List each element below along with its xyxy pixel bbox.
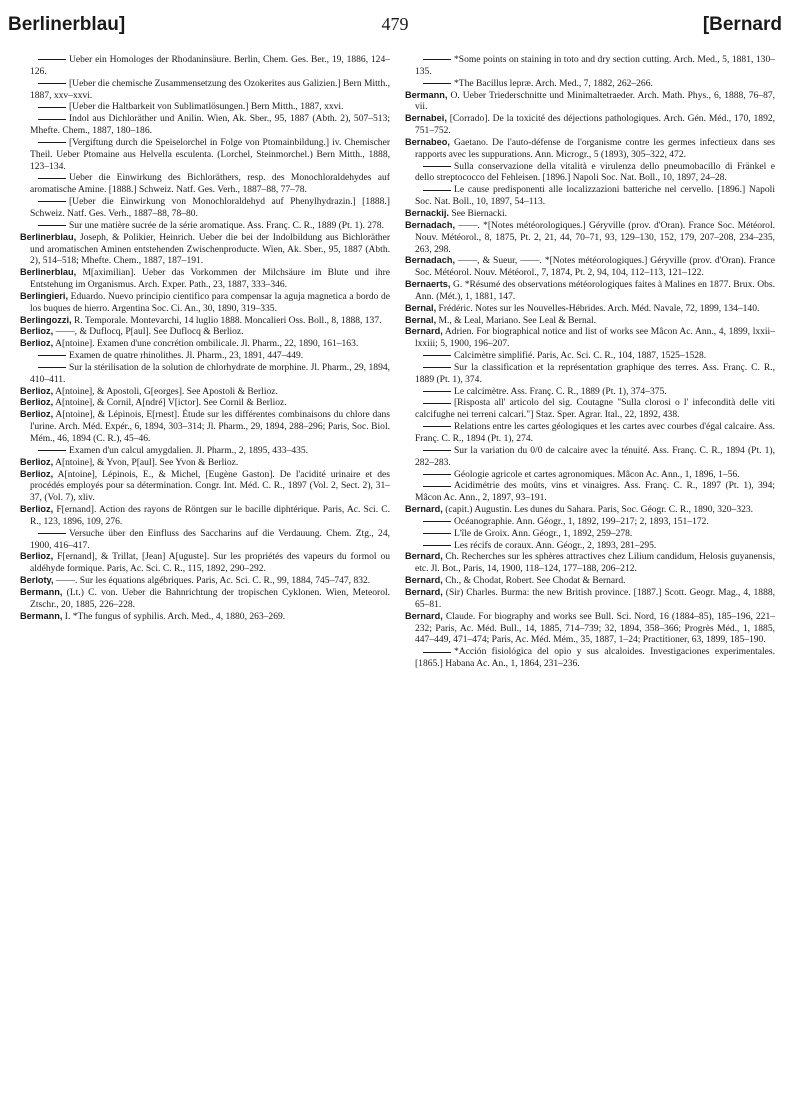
- entry-author: Berlioz,: [20, 326, 54, 337]
- entry-text: [Ueber die chemische Zusammensetzung des Ozokerites aus Galizien.] Bern Mitth., 1887, xxv–xxvi.: [30, 77, 390, 101]
- bibliography-entry: [20, 504, 390, 528]
- bibliography-entry: [20, 196, 390, 220]
- entry-author: Bernabeo,: [405, 136, 450, 147]
- entry-text: Ch., & Chodat, Robert. See Chodat & Bernard.: [445, 575, 626, 587]
- bibliography-entry: [405, 137, 775, 161]
- bibliography-entry: [20, 551, 390, 575]
- entry-text: L'île de Groix. Ann. Géogr., 1, 1892, 259–278.: [454, 527, 633, 539]
- bibliography-entry: [20, 409, 390, 445]
- entry-text: Frédéric. Notes sur les Nouvelles-Hébrides. Arch. Méd. Navale, 72, 1899, 134–140.: [438, 302, 760, 314]
- entry-text: I. *The fungus of syphilis. Arch. Med., 4, 1880, 263–269.: [64, 610, 286, 622]
- ditto-dash: [423, 190, 451, 191]
- header-left: Berlinerblau]: [8, 14, 126, 35]
- bibliography-entry: [405, 220, 775, 256]
- entry-text: A[ntoine], Lépinois, E., & Michel, [Eugène Gaston]. De l'acidité urinaire et des procédés employés pour sa détermination. Congr. Int. Méd. C. R., 1897 (Vol. 2, Sect. 2), 31–37, (Vol. 7), xliv.: [30, 468, 390, 504]
- bibliography-entry: [405, 184, 775, 208]
- entry-text: Le calcimètre. Ass. Franç. C. R., 1889 (Pt. 1), 374–375.: [454, 385, 667, 397]
- left-column: [20, 54, 390, 623]
- ditto-dash: [423, 486, 451, 487]
- entry-text: ——, & Sueur, ——. *[Notes météorologiques.] Géryville (prov. d'Oran). France Soc. Météorol. Nouv. Météorol., 7, 1874, Pt. 2, 94, 104, 112–113, 121–122.: [415, 255, 775, 279]
- bibliography-entry: [405, 516, 775, 528]
- entry-text: Ch. Recherches sur les sphères attractives chez Lilium candidum, Helosis guyanensis, etc. Jl. Bot., Paris, 14, 1900, 118–124, 177–188, 206–212.: [415, 551, 776, 575]
- entry-author: Bernard,: [405, 610, 443, 621]
- entry-text: [Risposta all' articolo del sig. Coutagne "Sulla clorosi o l' infecondità delle viti calcifughe nei terreni calcari."] Staz. Sper. Agrar. Ital., 22, 1892, 438.: [415, 397, 775, 421]
- entry-text: Océanographie. Ann. Géogr., 1, 1892, 199–217; 2, 1893, 151–172.: [454, 515, 709, 527]
- ditto-dash: [423, 166, 451, 167]
- entry-text: M[aximilian]. Ueber das Vorkommen der Milchsäure im Blute und ihre Entstehung im Organismus. Arch. Exper. Path., 23, 1887, 333–346.: [30, 267, 391, 291]
- entry-text: Sur la variation du 0/0 de calcaire avec la ténuité. Ass. Franç. C. R., 1894 (Pt. 1), 282–283.: [415, 444, 775, 468]
- bibliography-entry: [405, 611, 775, 647]
- bibliography-entry: [20, 587, 390, 611]
- ditto-dash: [38, 225, 66, 226]
- entry-author: Berlinerblau,: [20, 231, 77, 242]
- entry-author: Berlioz,: [20, 456, 54, 467]
- entry-text: Examen d'un calcul amygdalien. Jl. Pharm., 2, 1895, 433–435.: [69, 444, 309, 456]
- entry-text: M., & Leal, Mariano. See Leal & Bernal.: [438, 314, 597, 326]
- bibliography-entry: [20, 397, 390, 409]
- bibliography-entry: [20, 445, 390, 457]
- entry-author: Bernard,: [405, 326, 443, 337]
- ditto-dash: [38, 59, 66, 60]
- ditto-dash: [423, 391, 451, 392]
- entry-author: Bernadach,: [405, 219, 456, 230]
- ditto-dash: [38, 119, 66, 120]
- header-right: [Bernard: [702, 14, 782, 35]
- entry-text: Sur la classification et la représentation graphique des terres. Ass. Franç. C. R., 1889 (Pt. 1), 374.: [415, 361, 775, 385]
- bibliography-entry: [20, 113, 390, 137]
- bibliography-entry: [405, 78, 775, 90]
- entry-author: Berlioz,: [20, 551, 54, 562]
- bibliography-entry: [405, 551, 775, 575]
- bibliography-entry: [20, 291, 390, 315]
- entry-text: Gaetano. De l'auto-défense de l'organisme contre les germes infectieux dans ses rapports avec les suppurations. Ann. Microgr., 5 (1893), 305–322, 472.: [415, 136, 775, 160]
- bibliography-entry: [405, 315, 775, 327]
- entry-text: Sur la stérilisation de la solution de chlorhydrate de morphine. Jl. Pharm., 29, 1894, 410–411.: [30, 361, 390, 385]
- running-header: [8, 14, 782, 44]
- ditto-dash: [423, 450, 451, 451]
- bibliography-entry: [20, 78, 390, 102]
- ditto-dash: [38, 355, 66, 356]
- entry-text: Calcimètre simplifié. Paris, Ac. Sci. C. R., 104, 1887, 1525–1528.: [454, 350, 707, 362]
- bibliography-entry: [20, 326, 390, 338]
- bibliography-entry: [20, 54, 390, 78]
- ditto-dash: [423, 426, 451, 427]
- bibliography-entry: [20, 338, 390, 350]
- ditto-dash: [38, 107, 66, 108]
- entry-text: Ueber ein Homologes der Rhodaninsäure. Berlin, Chem. Ges. Ber., 19, 1886, 124–126.: [30, 54, 390, 77]
- bibliography-entry: [405, 303, 775, 315]
- entry-text: [Ueber die Einwirkung von Monochloraldehyd auf Phenylhydrazin.] [1888.] Schweiz. Natf. Ges. Verh., 1887–88, 78–80.: [30, 196, 390, 219]
- entry-text: Eduardo. Nuevo principio cientifico para compensar la aguja magnetica a bordo de los buques de hierro. Argentina Soc. Ci. An., 30, 1890, 319–335.: [30, 290, 391, 314]
- entry-text: A[ntoine], & Cornil, A[ndré] V[ictor]. See Cornil & Berlioz.: [55, 397, 287, 409]
- bibliography-entry: [20, 362, 390, 386]
- entry-text: ——. *[Notes météorologiques.] Géryville (prov. d'Oran). France Soc. Météorol. Nouv. Météorol., 8, 1875, Pt. 2, 21, 44, 70–71, 93, 129–130, 152, 179, 207–208, 234–235, 263, 298.: [415, 219, 775, 255]
- entry-text: Acidimétrie des moûts, vins et vinaigres. Ass. Franç. C. R., 1897 (Pt. 1), 394; Mâcon Ac. Ann., 2, 1897, 93–191.: [415, 480, 775, 504]
- entry-author: Bernal,: [405, 314, 437, 325]
- entry-author: Berlingozzi,: [20, 314, 72, 325]
- entry-text: Sur une matière sucrée de la série aromatique. Ass. Franç. C. R., 1889 (Pt. 1). 278.: [69, 219, 384, 231]
- bibliography-entry: [405, 326, 775, 350]
- ditto-dash: [38, 450, 66, 451]
- entry-author: Berlinerblau,: [20, 267, 77, 278]
- entry-text: Versuche über den Einfluss des Saccharins auf die Verdauung. Chem. Ztg., 24, 1900, 416–417.: [30, 527, 390, 551]
- bibliography-entry: [405, 445, 775, 469]
- entry-text: F[ernand], & Trillat, [Jean] A[uguste]. Sur les propriétés des vapeurs du formol ou aldéhyde formique. Paris, Ac. Sci. C. R., 115, 1892, 290–292.: [30, 551, 390, 575]
- bibliography-entry: [405, 255, 775, 279]
- entry-text: A[ntoine], & Lépinois, E[rnest]. Étude sur les différentes combinaisons du chlore dans l'urine. Arch. Méd. Expér., 6, 1894, 303–314; Jl. Pharm., 29, 1894, 288–296; Paris, Soc. Biol. Mém., 46, 1894 (C. R.), 45–46.: [30, 409, 390, 444]
- entry-text: Adrien. For biographical notice and list of works see Mâcon Ac. Ann., 4, 1899, lxxii–lxxiii; 5, 1900, 196–207.: [415, 326, 775, 350]
- bibliography-entry: [405, 161, 775, 185]
- entry-text: F[ernand]. Action des rayons de Röntgen sur le bacille diphtérique. Paris, Ac. Sci. C. R., 123, 1896, 109, 276.: [30, 504, 390, 527]
- bibliography-entry: [405, 480, 775, 504]
- entry-author: Berloty,: [20, 575, 54, 586]
- bibliography-entry: [20, 137, 390, 173]
- entry-author: Bernadach,: [405, 255, 456, 266]
- entry-text: *Acción fisiológica del opio y sus alcaloides. Investigaciones experimentales. [1865.] Habana Ac. An., 1, 1864, 231–236.: [415, 646, 775, 670]
- entry-author: Bernard,: [405, 586, 443, 597]
- entry-text: [Ueber die Haltbarkeit von Sublimatlösungen.] Bern Mitth., 1887, xxvi.: [69, 101, 344, 113]
- bibliography-entry: [405, 90, 775, 114]
- bibliography-entry: [20, 315, 390, 327]
- bibliography-entry: [20, 220, 390, 232]
- entry-text: A[ntoine]. Examen d'une concrétion ombilicale. Jl. Pharm., 22, 1890, 161–163.: [55, 338, 359, 350]
- entry-text: Examen de quatre rhinolithes. Jl. Pharm., 23, 1891, 447–449.: [69, 350, 304, 362]
- ditto-dash: [423, 652, 451, 653]
- entry-text: Indol aus Dichloräther und Anilin. Wien, Ak. Sber., 95, 1887 (Abth. 2), 507–513; Mhefte. Chem., 1887, 180–186.: [30, 113, 390, 137]
- bibliography-entry: [405, 362, 775, 386]
- entry-text: A[ntoine], & Yvon, P[aul]. See Yvon & Berlioz.: [55, 456, 239, 468]
- ditto-dash: [38, 201, 66, 202]
- entry-author: Berlioz,: [20, 468, 54, 479]
- bibliography-entry: [20, 611, 390, 623]
- ditto-dash: [423, 533, 451, 534]
- bibliography-entry: [405, 397, 775, 421]
- entry-author: Bernard,: [405, 575, 443, 586]
- entry-author: Bernaerts,: [405, 279, 451, 290]
- bibliography-entry: [20, 386, 390, 398]
- entry-author: Bermann,: [20, 586, 63, 597]
- entry-text: Joseph, & Polikier, Heinrich. Ueber die bei der Indolbildung aus Bichloräther und aromatischen Aminen entstehenden Zwischenproducte. Wien, Ak. Sber., 95, 1887 (Abth. 2), 514–518; Mhefte. Chem., 1887, 187–191.: [30, 231, 390, 267]
- bibliography-entry: [20, 350, 390, 362]
- ditto-dash: [38, 367, 66, 368]
- entry-text: (Sir) Charles. Burma: the new British province. [1887.] Scott. Geogr. Mag., 4, 1888, 65–81.: [415, 586, 776, 610]
- bibliography-entry: [405, 350, 775, 362]
- entry-text: Les récifs de coraux. Ann. Géogr., 2, 1893, 281–295.: [454, 539, 657, 551]
- entry-author: Bernabei,: [405, 113, 447, 124]
- bibliography-entry: [405, 469, 775, 481]
- entry-author: Berlioz,: [20, 409, 54, 420]
- ditto-dash: [423, 59, 451, 60]
- entry-text: G. *Résumé des observations météorologiques faites à Malines en 1877. Brux. Obs. Ann. (Mét.), 1, 1881, 147.: [415, 279, 775, 302]
- entry-author: Berlioz,: [20, 504, 54, 515]
- bibliography-entry: [405, 540, 775, 552]
- ditto-dash: [423, 521, 451, 522]
- entry-author: Berlioz,: [20, 338, 54, 349]
- entry-text: [Corrado]. De la toxicité des déjections pathologiques. Arch. Gén. Méd., 170, 1892, 751–752.: [415, 113, 776, 137]
- entry-text: A[ntoine], & Apostoli, G[eorges]. See Apostoli & Berlioz.: [55, 385, 278, 397]
- ditto-dash: [423, 83, 451, 84]
- entry-author: Bernal,: [405, 302, 437, 313]
- entry-text: *The Bacillus lepræ. Arch. Med., 7, 1882, 262–266.: [454, 77, 653, 89]
- ditto-dash: [423, 403, 451, 404]
- bibliography-entry: [405, 386, 775, 398]
- bibliography-entry: [20, 469, 390, 505]
- bibliography-entry: [405, 279, 775, 303]
- bibliography-entry: [20, 457, 390, 469]
- bibliography-entry: [20, 575, 390, 587]
- entry-text: Le cause predisponenti alle localizzazioni batteriche nel cervello. [1896.] Napoli Soc. Nat. Boll., 10, 1897, 54–113.: [415, 184, 775, 208]
- ditto-dash: [423, 355, 451, 356]
- bibliography-entry: [405, 646, 775, 670]
- bibliography-entry: [20, 172, 390, 196]
- bibliography-entry: [405, 421, 775, 445]
- right-column: [405, 54, 775, 670]
- bibliography-entry: [405, 208, 775, 220]
- ditto-dash: [38, 142, 66, 143]
- entry-text: Claude. For biography and works see Bull. Sci. Nord, 16 (1884–85), 185–196, 221–232; Paris, Ac. Méd. Bull., 14, 1885, 714–739; 32, 1894, 358–366; Progrès Méd., 1, 1885, 447–449, 471–474; Paris, Ac. Méd. Mém., 35, 1887, 1–24; Practitioner, 63, 1899, 185–190.: [415, 610, 775, 646]
- ditto-dash: [38, 178, 66, 179]
- bibliography-entry: [405, 54, 775, 78]
- entry-text: (Lt.) C. von. Ueber die Bahnrichtung der tropischen Cyklonen. Wien, Meteorol. Ztschr., 20, 1885, 226–228.: [30, 586, 391, 610]
- ditto-dash: [38, 83, 66, 84]
- bibliography-entry: [405, 587, 775, 611]
- bibliography-entry: [20, 528, 390, 552]
- entry-author: Bernard,: [405, 551, 443, 562]
- entry-text: (capit.) Augustin. Les dunes du Sahara. Paris, Soc. Géogr. C. R., 1890, 320–323.: [445, 504, 754, 516]
- entry-author: Bernard,: [405, 504, 443, 515]
- ditto-dash: [423, 545, 451, 546]
- bibliography-entry: [20, 101, 390, 113]
- bibliography-entry: [405, 528, 775, 540]
- ditto-dash: [423, 474, 451, 475]
- ditto-dash: [38, 533, 66, 534]
- entry-text: O. Ueber Triederschnitte und Minimaltetraeder. Arch. Math. Phys., 6, 1888, 76–87, vii.: [415, 89, 776, 113]
- entry-text: ——, & Duflocq, P[aul]. See Duflocq & Berlioz.: [55, 326, 244, 338]
- bibliography-entry: [405, 113, 775, 137]
- entry-author: Bermann,: [20, 610, 63, 621]
- bibliography-entry: [20, 267, 390, 291]
- ditto-dash: [423, 367, 451, 368]
- entry-text: Géologie agricole et cartes agronomiques. Mâcon Ac. Ann., 1, 1896, 1–56.: [454, 468, 740, 480]
- entry-author: Bernackij.: [405, 207, 449, 218]
- entry-text: ——. Sur les équations algébriques. Paris, Ac. Sci. C. R., 99, 1884, 745–747, 832.: [55, 575, 371, 587]
- bibliography-entry: [405, 504, 775, 516]
- entry-text: Ueber die Einwirkung des Bichloräthers, resp. des Monochloraldehydes auf aromatische Amine. [1888.] Schweiz. Natf. Ges. Verh., 1887–88, 77–78.: [30, 172, 390, 196]
- entry-author: Bermann,: [405, 89, 448, 100]
- entry-author: Berlingieri,: [20, 290, 68, 301]
- entry-text: R. Temporale. Montevarchi, 14 luglio 1888. Moncalieri Oss. Boll., 8, 1888, 137.: [73, 314, 382, 326]
- entry-text: [Vergiftung durch die Speiselorchel in Folge von Ptomainbildung.] iv. Chemischer Theil. Ueber Ptomaine aus Helvella esculenta. (Lorchel, Steinmorchel.) Bern Mitth., 1888, 123–134.: [30, 136, 390, 172]
- bibliography-entry: [405, 575, 775, 587]
- entry-author: Berlioz,: [20, 385, 54, 396]
- entry-text: Sulla conservazione della vitalità e virulenza dello pneumobacillo di Fränkel e dello streptococco del Fehleisen. [1896.] Napoli Soc. Nat. Boll., 10, 1897, 24–28.: [415, 160, 775, 184]
- entry-text: Relations entre les cartes géologiques et les cartes avec courbes d'égal calcaire. Ass. Franç. C. R., 1894 (Pt. 1), 274.: [415, 421, 775, 444]
- page-number: 479: [381, 14, 409, 34]
- entry-text: *Some points on staining in toto and dry section cutting. Arch. Med., 5, 1881, 130–135.: [415, 54, 775, 77]
- entry-author: Berlioz,: [20, 397, 54, 408]
- bibliography-entry: [20, 232, 390, 268]
- entry-text: See Biernacki.: [451, 207, 507, 219]
